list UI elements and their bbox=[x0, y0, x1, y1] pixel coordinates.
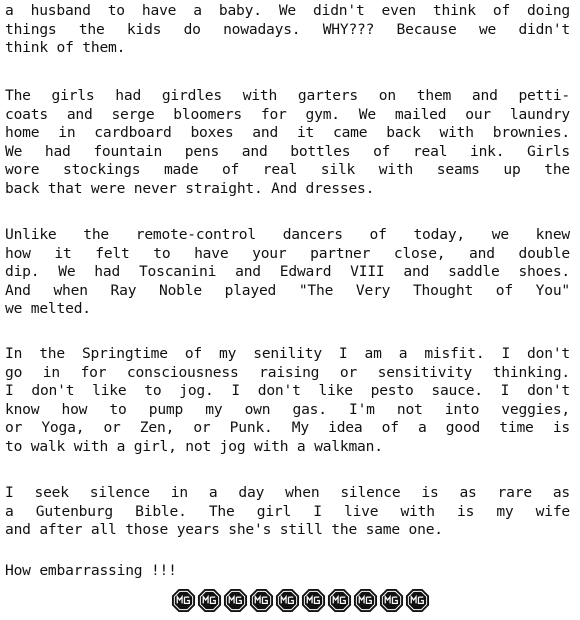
text-line: a husband to have a baby. We didn't even think of doing bbox=[5, 2, 570, 19]
text-line: to walk with a girl, not jog with a walkman. bbox=[5, 437, 383, 455]
text-line: dip. We had Toscanini and Edward VIII and saddle shoes. bbox=[5, 263, 570, 281]
paragraph-closing bbox=[5, 562, 570, 581]
paragraph-4 bbox=[5, 345, 570, 457]
mg-octagon-badge-icon bbox=[405, 588, 430, 613]
text-line: back that were never straight. And dresses. bbox=[5, 179, 375, 197]
mg-octagon-badge-icon bbox=[327, 588, 352, 613]
paragraph-5 bbox=[5, 484, 570, 540]
text-line: or Yoga, or Zen, or Punk. My idea of a good time is bbox=[5, 419, 570, 437]
mg-octagon-badge-icon bbox=[301, 588, 326, 613]
text-line: think of them. bbox=[5, 39, 126, 57]
text-line: how it felt to have your partner close, and double bbox=[5, 244, 570, 262]
mg-octagon-badge-icon bbox=[353, 588, 378, 613]
ornament-row bbox=[171, 588, 430, 613]
text-line: go in for consciousness raising or sensitivity thinking. bbox=[5, 363, 570, 381]
mg-octagon-badge-icon bbox=[249, 588, 274, 613]
text-line: things the kids do nowadays. WHY??? Because we didn't bbox=[5, 20, 570, 38]
mg-octagon-badge-icon bbox=[171, 588, 196, 613]
mg-octagon-badge-icon bbox=[379, 588, 404, 613]
text-line: home in cardboard boxes and it came back with brownies. bbox=[5, 124, 570, 142]
mg-octagon-badge-icon bbox=[197, 588, 222, 613]
paragraph-2 bbox=[5, 87, 570, 199]
text-line: wore stockings made of real silk with seams up the bbox=[5, 161, 570, 179]
paragraph-1 bbox=[5, 2, 570, 58]
mg-octagon-badge-icon bbox=[223, 588, 248, 613]
text-line: a Gutenburg Bible. The girl I live with is my wife bbox=[5, 502, 570, 520]
text-line: We had fountain pens and bottles of real ink. Girls bbox=[5, 142, 570, 160]
mg-octagon-badge-icon bbox=[275, 588, 300, 613]
text-line: I seek silence in a day when silence is as rare as bbox=[5, 484, 570, 501]
text-line: And when Ray Noble played "The Very Thought of You" bbox=[5, 281, 570, 299]
text-line: How embarrassing !!! bbox=[5, 562, 177, 579]
text-line: In the Springtime of my senility I am a misfit. I don't bbox=[5, 345, 570, 362]
text-line: coats and serge bloomers for gym. We mailed our laundry bbox=[5, 105, 570, 123]
text-line: and after all those years she's still the same one. bbox=[5, 521, 443, 539]
text-line: know how to pump my own gas. I'm not into veggies, bbox=[5, 400, 570, 418]
text-line: we melted. bbox=[5, 300, 91, 318]
text-line: The girls had girdles with garters on them and petti- bbox=[5, 87, 570, 104]
paragraph-3 bbox=[5, 226, 570, 319]
document-page bbox=[5, 0, 575, 620]
text-line: I don't like to jog. I don't like pesto sauce. I don't bbox=[5, 382, 570, 400]
text-line: Unlike the remote-control dancers of today, we knew bbox=[5, 226, 570, 243]
